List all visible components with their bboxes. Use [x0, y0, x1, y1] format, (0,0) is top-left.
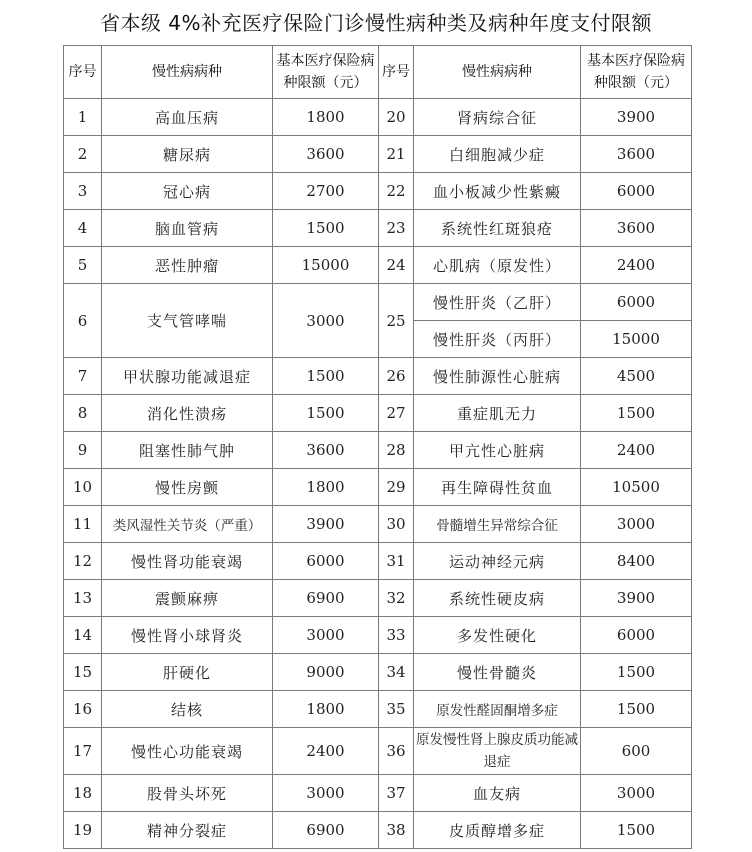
page-title: 省本级 4%补充医疗保险门诊慢性病种类及病种年度支付限额 [99, 11, 653, 35]
row-disease: 脑血管病 [102, 210, 273, 247]
row-limit: 2400 [273, 728, 379, 775]
table-row [64, 136, 692, 173]
row-limit: 3600 [273, 136, 379, 173]
row-seq: 27 [379, 395, 414, 432]
row-disease: 心肌病（原发性） [414, 247, 581, 284]
row-seq: 36 [379, 728, 414, 775]
row-limit: 3000 [581, 775, 692, 812]
table-row [64, 506, 692, 543]
row-disease: 多发性硬化 [414, 617, 581, 654]
row-seq: 24 [379, 247, 414, 284]
table-row [64, 617, 692, 654]
table-row [64, 580, 692, 617]
table-row [64, 395, 692, 432]
table-row [64, 469, 692, 506]
row-disease: 系统性硬皮病 [414, 580, 581, 617]
row-limit: 3000 [581, 506, 692, 543]
table-row [64, 812, 692, 849]
row-limit: 3000 [273, 775, 379, 812]
row-seq: 17 [64, 728, 102, 775]
row-limit: 15000 [581, 321, 692, 358]
table-row [64, 247, 692, 284]
row-limit: 3600 [581, 136, 692, 173]
row-disease: 重症肌无力 [414, 395, 581, 432]
row-disease: 冠心病 [102, 173, 273, 210]
row-seq: 11 [64, 506, 102, 543]
row-disease: 甲亢性心脏病 [414, 432, 581, 469]
row-limit: 2700 [273, 173, 379, 210]
row-limit: 3900 [581, 580, 692, 617]
row-seq: 34 [379, 654, 414, 691]
table-row [64, 728, 692, 775]
header-row [64, 46, 692, 99]
row-disease: 股骨头坏死 [102, 775, 273, 812]
header-disease: 慢性病病种 [414, 46, 581, 99]
row-disease: 慢性肝炎（乙肝） [414, 284, 581, 321]
row-disease: 阻塞性肺气肿 [102, 432, 273, 469]
row-seq: 29 [379, 469, 414, 506]
row-limit: 6000 [273, 543, 379, 580]
row-limit: 3900 [273, 506, 379, 543]
row-seq: 15 [64, 654, 102, 691]
row-seq: 28 [379, 432, 414, 469]
row-limit: 8400 [581, 543, 692, 580]
row-seq: 35 [379, 691, 414, 728]
row-seq: 32 [379, 580, 414, 617]
row-disease: 类风湿性关节炎（严重） [102, 506, 273, 543]
row-limit: 1500 [273, 358, 379, 395]
row-disease: 运动神经元病 [414, 543, 581, 580]
table-row [64, 543, 692, 580]
table-row [64, 284, 692, 321]
row-limit: 6000 [581, 284, 692, 321]
row-limit: 4500 [581, 358, 692, 395]
row-limit: 1500 [581, 395, 692, 432]
row-disease: 消化性溃疡 [102, 395, 273, 432]
row-seq: 5 [64, 247, 102, 284]
row-seq: 25 [379, 284, 414, 358]
table-row [64, 210, 692, 247]
table-row [64, 99, 692, 136]
header-limit: 基本医疗保险病种限额（元） [273, 46, 379, 99]
row-limit: 1800 [273, 99, 379, 136]
row-limit: 1500 [581, 654, 692, 691]
row-seq: 30 [379, 506, 414, 543]
row-limit: 3000 [273, 284, 379, 358]
row-limit: 10500 [581, 469, 692, 506]
header-limit: 基本医疗保险病种限额（元） [581, 46, 692, 99]
row-limit: 6900 [273, 580, 379, 617]
row-disease: 慢性房颤 [102, 469, 273, 506]
row-seq: 37 [379, 775, 414, 812]
row-limit: 6000 [581, 173, 692, 210]
row-seq: 8 [64, 395, 102, 432]
row-limit: 1800 [273, 469, 379, 506]
row-seq: 19 [64, 812, 102, 849]
row-disease: 慢性肝炎（丙肝） [414, 321, 581, 358]
row-disease: 慢性肾功能衰竭 [102, 543, 273, 580]
row-disease: 甲状腺功能减退症 [102, 358, 273, 395]
row-seq: 21 [379, 136, 414, 173]
row-disease: 原发性醛固酮增多症 [414, 691, 581, 728]
row-seq: 6 [64, 284, 102, 358]
row-disease: 白细胞减少症 [414, 136, 581, 173]
row-seq: 22 [379, 173, 414, 210]
row-limit: 1500 [581, 691, 692, 728]
header-seq: 序号 [379, 46, 414, 99]
row-disease: 慢性肾小球肾炎 [102, 617, 273, 654]
row-disease: 慢性骨髓炎 [414, 654, 581, 691]
row-seq: 18 [64, 775, 102, 812]
row-limit: 1500 [273, 395, 379, 432]
table-row [64, 775, 692, 812]
row-seq: 3 [64, 173, 102, 210]
row-disease: 精神分裂症 [102, 812, 273, 849]
row-disease: 慢性肺源性心脏病 [414, 358, 581, 395]
row-disease: 震颤麻痹 [102, 580, 273, 617]
row-seq: 12 [64, 543, 102, 580]
row-limit: 3900 [581, 99, 692, 136]
row-disease: 恶性肿瘤 [102, 247, 273, 284]
row-limit: 2400 [581, 432, 692, 469]
row-seq: 10 [64, 469, 102, 506]
row-seq: 2 [64, 136, 102, 173]
row-seq: 9 [64, 432, 102, 469]
row-limit: 3000 [273, 617, 379, 654]
row-limit: 3600 [273, 432, 379, 469]
row-limit: 6000 [581, 617, 692, 654]
row-disease: 骨髓增生异常综合征 [414, 506, 581, 543]
row-limit: 1800 [273, 691, 379, 728]
row-seq: 1 [64, 99, 102, 136]
header-disease: 慢性病病种 [102, 46, 273, 99]
row-seq: 31 [379, 543, 414, 580]
row-disease: 慢性心功能衰竭 [102, 728, 273, 775]
header-seq: 序号 [64, 46, 102, 99]
row-disease: 血小板减少性紫癜 [414, 173, 581, 210]
row-limit: 600 [581, 728, 692, 775]
row-seq: 20 [379, 99, 414, 136]
row-seq: 4 [64, 210, 102, 247]
row-disease: 原发慢性肾上腺皮质功能减退症 [414, 728, 581, 775]
row-disease: 高血压病 [102, 99, 273, 136]
row-limit: 9000 [273, 654, 379, 691]
row-seq: 38 [379, 812, 414, 849]
row-seq: 13 [64, 580, 102, 617]
row-limit: 6900 [273, 812, 379, 849]
row-seq: 7 [64, 358, 102, 395]
table-row [64, 173, 692, 210]
row-seq: 26 [379, 358, 414, 395]
row-disease: 再生障碍性贫血 [414, 469, 581, 506]
row-seq: 33 [379, 617, 414, 654]
row-disease: 肝硬化 [102, 654, 273, 691]
table-row [64, 432, 692, 469]
row-disease: 支气管哮喘 [102, 284, 273, 358]
table-row [64, 358, 692, 395]
row-disease: 系统性红斑狼疮 [414, 210, 581, 247]
row-limit: 1500 [581, 812, 692, 849]
disease-limit-table [63, 45, 692, 849]
row-limit: 3600 [581, 210, 692, 247]
row-disease: 肾病综合征 [414, 99, 581, 136]
row-seq: 16 [64, 691, 102, 728]
row-disease: 糖尿病 [102, 136, 273, 173]
row-disease: 血友病 [414, 775, 581, 812]
row-limit: 2400 [581, 247, 692, 284]
row-limit: 1500 [273, 210, 379, 247]
row-disease: 皮质醇增多症 [414, 812, 581, 849]
row-limit: 15000 [273, 247, 379, 284]
row-seq: 23 [379, 210, 414, 247]
table-row [64, 691, 692, 728]
row-disease: 结核 [102, 691, 273, 728]
row-seq: 14 [64, 617, 102, 654]
table-row [64, 654, 692, 691]
